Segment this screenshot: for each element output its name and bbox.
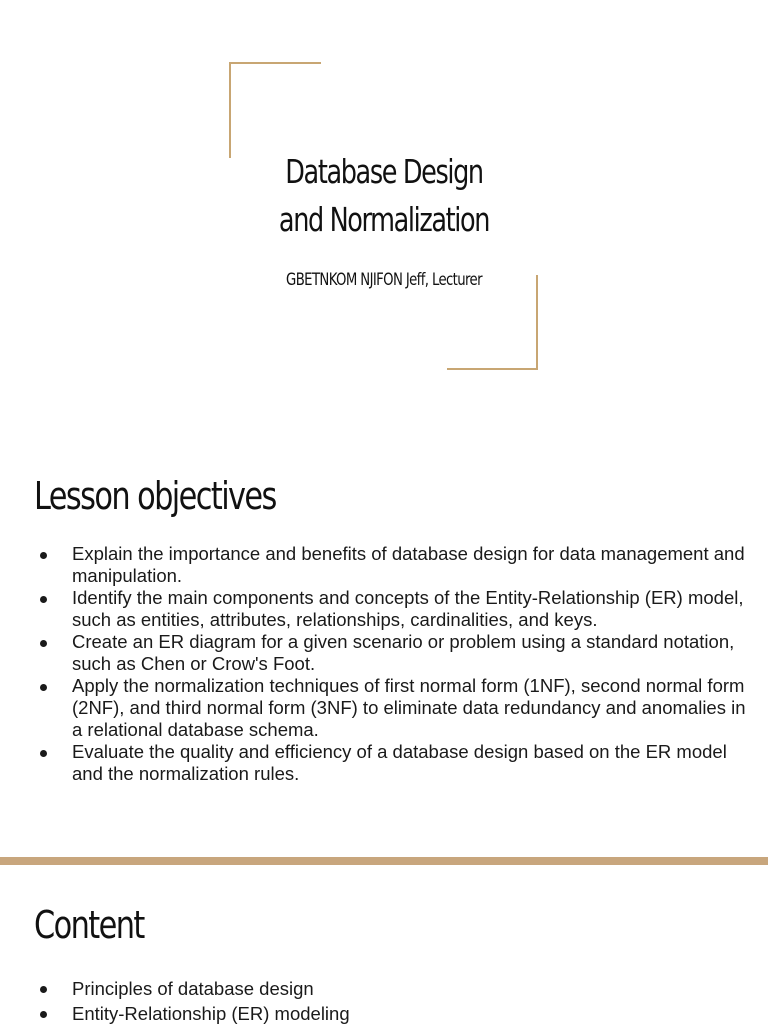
content-text: Principles of database design: [72, 978, 314, 999]
bullet-icon: [40, 750, 47, 757]
content-list: [34, 976, 746, 1024]
title-slide: [0, 0, 768, 432]
objective-text: Apply the normalization techniques of first normal form (1NF), second normal form (2NF), and third normal form (3NF) to eliminate data redundancy and anomalies in a relational database schema.: [72, 675, 746, 740]
list-item: [34, 675, 746, 741]
bullet-icon: [40, 552, 47, 559]
objective-text: Explain the importance and benefits of database design for data management and manipulation.: [72, 543, 745, 586]
slide-separator: [0, 857, 768, 865]
slide-title-line-1: Database Design: [285, 152, 483, 191]
objectives-slide: [0, 432, 768, 858]
bullet-icon: [40, 1011, 47, 1018]
corner-frame-bottom-right-vertical: [536, 275, 538, 370]
list-item: [34, 741, 746, 785]
objectives-heading: Lesson objectives: [34, 474, 276, 518]
objective-text: Evaluate the quality and efficiency of a database design based on the ER model and the normalization rules.: [72, 741, 727, 784]
slide-title-line-2: and Normalization: [278, 200, 490, 239]
bullet-icon: [40, 640, 47, 647]
list-item: [34, 543, 746, 587]
bullet-icon: [40, 596, 47, 603]
objective-text: Create an ER diagram for a given scenario or problem using a standard notation, such as Chen or Crow's Foot.: [72, 631, 735, 674]
content-heading: Content: [34, 903, 144, 947]
bullet-icon: [40, 986, 47, 993]
content-slide: [0, 865, 768, 1024]
list-item: [34, 587, 746, 631]
corner-frame-bottom-right-horizontal: [447, 368, 538, 370]
bullet-icon: [40, 684, 47, 691]
list-item: [34, 976, 746, 1001]
objective-text: Identify the main components and concepts of the Entity-Relationship (ER) model, such as entities, attributes, relationships, cardinalities, and keys.: [72, 587, 744, 630]
slide-title: [54, 148, 714, 244]
corner-frame-top-left-horizontal: [229, 62, 321, 64]
list-item: [34, 631, 746, 675]
content-text: Entity-Relationship (ER) modeling: [72, 1003, 350, 1024]
corner-frame-top-left-vertical: [229, 62, 231, 158]
objectives-list: [34, 543, 746, 785]
author-subtitle: GBETNKOM NJIFON Jeff, Lecturer: [286, 270, 482, 290]
list-item: [34, 1001, 746, 1024]
